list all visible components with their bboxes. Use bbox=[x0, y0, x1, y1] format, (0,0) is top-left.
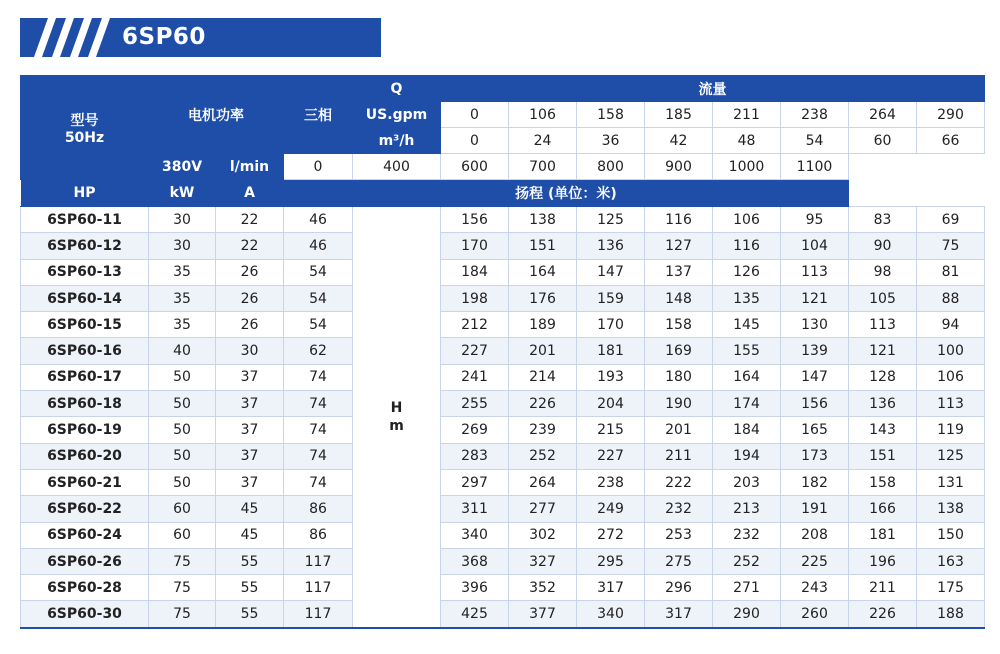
head-value-cell: 121 bbox=[781, 285, 849, 311]
head-value-cell: 106 bbox=[713, 207, 781, 233]
model-cell: 6SP60-22 bbox=[21, 496, 149, 522]
head-value-cell: 225 bbox=[781, 548, 849, 574]
head-value-cell: 311 bbox=[441, 496, 509, 522]
kw-cell: 37 bbox=[216, 443, 284, 469]
motor-power-header: 电机功率 bbox=[149, 76, 284, 154]
head-value-cell: 176 bbox=[509, 285, 577, 311]
flow-value-cell: 66 bbox=[917, 128, 985, 154]
head-value-cell: 260 bbox=[781, 601, 849, 628]
flow-value-cell: 1000 bbox=[713, 154, 781, 180]
head-value-cell: 166 bbox=[849, 496, 917, 522]
head-value-cell: 69 bbox=[917, 207, 985, 233]
head-value-cell: 170 bbox=[441, 233, 509, 259]
head-value-cell: 138 bbox=[509, 207, 577, 233]
head-value-cell: 104 bbox=[781, 233, 849, 259]
head-value-cell: 100 bbox=[917, 338, 985, 364]
head-value-cell: 368 bbox=[441, 548, 509, 574]
head-value-cell: 283 bbox=[441, 443, 509, 469]
head-value-cell: 203 bbox=[713, 469, 781, 495]
head-value-cell: 158 bbox=[645, 312, 713, 338]
model-cell: 6SP60-14 bbox=[21, 285, 149, 311]
kw-cell: 55 bbox=[216, 575, 284, 601]
head-value-cell: 213 bbox=[713, 496, 781, 522]
head-value-cell: 189 bbox=[509, 312, 577, 338]
table-row bbox=[21, 469, 985, 495]
flow-value-cell: 800 bbox=[577, 154, 645, 180]
head-value-cell: 188 bbox=[917, 601, 985, 628]
model-cell: 6SP60-11 bbox=[21, 207, 149, 233]
current-cell: 54 bbox=[284, 259, 353, 285]
head-value-cell: 150 bbox=[917, 522, 985, 548]
kw-cell: 37 bbox=[216, 391, 284, 417]
current-cell: 62 bbox=[284, 338, 353, 364]
model-cell: 6SP60-26 bbox=[21, 548, 149, 574]
head-value-cell: 227 bbox=[441, 338, 509, 364]
table-row bbox=[21, 207, 985, 233]
three-phase-header: 三相 bbox=[284, 76, 353, 154]
head-value-cell: 156 bbox=[441, 207, 509, 233]
head-value-cell: 255 bbox=[441, 391, 509, 417]
head-value-cell: 148 bbox=[645, 285, 713, 311]
head-value-cell: 135 bbox=[713, 285, 781, 311]
flow-value-cell: 290 bbox=[917, 102, 985, 128]
model-cell: 6SP60-16 bbox=[21, 338, 149, 364]
head-value-cell: 180 bbox=[645, 364, 713, 390]
spec-table bbox=[20, 75, 985, 629]
head-value-cell: 158 bbox=[849, 469, 917, 495]
head-value-cell: 170 bbox=[577, 312, 645, 338]
flow-header: 流量 bbox=[441, 76, 985, 102]
flow-value-cell: 106 bbox=[509, 102, 577, 128]
kw-cell: 30 bbox=[216, 338, 284, 364]
flow-value-cell: 54 bbox=[781, 128, 849, 154]
head-value-cell: 119 bbox=[917, 417, 985, 443]
model-cell: 6SP60-15 bbox=[21, 312, 149, 338]
head-value-cell: 215 bbox=[577, 417, 645, 443]
hp-cell: 50 bbox=[149, 417, 216, 443]
hp-cell: 50 bbox=[149, 364, 216, 390]
table-row bbox=[21, 338, 985, 364]
flow-value-cell: 0 bbox=[441, 128, 509, 154]
head-header: 扬程 (单位：米) bbox=[284, 180, 849, 207]
head-value-cell: 125 bbox=[577, 207, 645, 233]
head-value-cell: 271 bbox=[713, 575, 781, 601]
table-row bbox=[21, 259, 985, 285]
head-value-cell: 182 bbox=[781, 469, 849, 495]
head-value-cell: 193 bbox=[577, 364, 645, 390]
kw-cell: 37 bbox=[216, 469, 284, 495]
head-value-cell: 113 bbox=[849, 312, 917, 338]
table-row bbox=[21, 233, 985, 259]
hp-cell: 30 bbox=[149, 207, 216, 233]
head-value-cell: 83 bbox=[849, 207, 917, 233]
head-value-cell: 88 bbox=[917, 285, 985, 311]
head-value-cell: 243 bbox=[781, 575, 849, 601]
head-value-cell: 173 bbox=[781, 443, 849, 469]
head-value-cell: 253 bbox=[645, 522, 713, 548]
table-row bbox=[21, 496, 985, 522]
head-value-cell: 126 bbox=[713, 259, 781, 285]
unit-m3h: m³/h bbox=[353, 128, 441, 154]
head-value-cell: 181 bbox=[849, 522, 917, 548]
head-value-cell: 275 bbox=[645, 548, 713, 574]
hm-label: H m bbox=[353, 207, 441, 628]
head-value-cell: 249 bbox=[577, 496, 645, 522]
head-value-cell: 317 bbox=[645, 601, 713, 628]
kw-cell: 45 bbox=[216, 522, 284, 548]
flow-value-cell: 900 bbox=[645, 154, 713, 180]
head-value-cell: 201 bbox=[509, 338, 577, 364]
head-value-cell: 131 bbox=[917, 469, 985, 495]
hp-cell: 60 bbox=[149, 522, 216, 548]
head-value-cell: 165 bbox=[781, 417, 849, 443]
head-value-cell: 317 bbox=[577, 575, 645, 601]
flow-value-cell: 264 bbox=[849, 102, 917, 128]
head-value-cell: 94 bbox=[917, 312, 985, 338]
current-cell: 117 bbox=[284, 548, 353, 574]
hp-cell: 35 bbox=[149, 312, 216, 338]
current-cell: 86 bbox=[284, 496, 353, 522]
current-cell: 74 bbox=[284, 364, 353, 390]
hp-cell: 35 bbox=[149, 285, 216, 311]
head-value-cell: 138 bbox=[917, 496, 985, 522]
model-cell: 6SP60-24 bbox=[21, 522, 149, 548]
head-value-cell: 147 bbox=[577, 259, 645, 285]
flow-value-cell: 700 bbox=[509, 154, 577, 180]
head-value-cell: 136 bbox=[849, 391, 917, 417]
table-row bbox=[21, 391, 985, 417]
flow-value-cell: 158 bbox=[577, 102, 645, 128]
head-value-cell: 296 bbox=[645, 575, 713, 601]
head-value-cell: 116 bbox=[713, 233, 781, 259]
table-row bbox=[21, 601, 985, 628]
head-value-cell: 139 bbox=[781, 338, 849, 364]
hp-header: HP bbox=[21, 180, 149, 207]
table-row bbox=[21, 522, 985, 548]
head-value-cell: 184 bbox=[713, 417, 781, 443]
current-cell: 74 bbox=[284, 391, 353, 417]
head-value-cell: 327 bbox=[509, 548, 577, 574]
model-cell: 6SP60-21 bbox=[21, 469, 149, 495]
head-value-cell: 156 bbox=[781, 391, 849, 417]
head-value-cell: 98 bbox=[849, 259, 917, 285]
table-row bbox=[21, 548, 985, 574]
model-cell: 6SP60-20 bbox=[21, 443, 149, 469]
head-value-cell: 425 bbox=[441, 601, 509, 628]
kw-cell: 22 bbox=[216, 207, 284, 233]
head-value-cell: 352 bbox=[509, 575, 577, 601]
head-value-cell: 137 bbox=[645, 259, 713, 285]
flow-value-cell: 42 bbox=[645, 128, 713, 154]
hp-cell: 40 bbox=[149, 338, 216, 364]
head-value-cell: 252 bbox=[509, 443, 577, 469]
flow-value-cell: 0 bbox=[284, 154, 353, 180]
head-value-cell: 81 bbox=[917, 259, 985, 285]
kw-cell: 26 bbox=[216, 285, 284, 311]
head-value-cell: 241 bbox=[441, 364, 509, 390]
head-value-cell: 136 bbox=[577, 233, 645, 259]
kw-cell: 26 bbox=[216, 259, 284, 285]
stripe-decoration-icon bbox=[20, 18, 120, 57]
head-value-cell: 164 bbox=[713, 364, 781, 390]
head-value-cell: 226 bbox=[849, 601, 917, 628]
kw-cell: 55 bbox=[216, 548, 284, 574]
head-value-cell: 264 bbox=[509, 469, 577, 495]
current-cell: 117 bbox=[284, 601, 353, 628]
flow-value-cell: 400 bbox=[353, 154, 441, 180]
unit-gpm: US.gpm bbox=[353, 102, 441, 128]
head-value-cell: 290 bbox=[713, 601, 781, 628]
head-value-cell: 396 bbox=[441, 575, 509, 601]
head-value-cell: 340 bbox=[441, 522, 509, 548]
head-value-cell: 113 bbox=[917, 391, 985, 417]
table-row bbox=[21, 364, 985, 390]
head-value-cell: 190 bbox=[645, 391, 713, 417]
head-value-cell: 277 bbox=[509, 496, 577, 522]
flow-value-cell: 211 bbox=[713, 102, 781, 128]
table-row bbox=[21, 285, 985, 311]
head-value-cell: 212 bbox=[441, 312, 509, 338]
kw-cell: 22 bbox=[216, 233, 284, 259]
head-value-cell: 201 bbox=[645, 417, 713, 443]
head-value-cell: 232 bbox=[713, 522, 781, 548]
current-cell: 54 bbox=[284, 285, 353, 311]
kw-cell: 26 bbox=[216, 312, 284, 338]
model-cell: 6SP60-17 bbox=[21, 364, 149, 390]
head-value-cell: 181 bbox=[577, 338, 645, 364]
table-row bbox=[21, 443, 985, 469]
head-value-cell: 105 bbox=[849, 285, 917, 311]
head-value-cell: 227 bbox=[577, 443, 645, 469]
head-value-cell: 151 bbox=[509, 233, 577, 259]
head-value-cell: 164 bbox=[509, 259, 577, 285]
voltage-header: 380V bbox=[149, 154, 216, 180]
head-value-cell: 377 bbox=[509, 601, 577, 628]
model-header: 型号 50Hz bbox=[21, 76, 149, 180]
title-banner bbox=[20, 18, 381, 57]
table-row bbox=[21, 312, 985, 338]
head-value-cell: 95 bbox=[781, 207, 849, 233]
current-cell: 117 bbox=[284, 575, 353, 601]
head-value-cell: 269 bbox=[441, 417, 509, 443]
current-cell: 46 bbox=[284, 207, 353, 233]
head-value-cell: 208 bbox=[781, 522, 849, 548]
head-value-cell: 222 bbox=[645, 469, 713, 495]
kw-cell: 37 bbox=[216, 417, 284, 443]
head-value-cell: 232 bbox=[645, 496, 713, 522]
head-value-cell: 163 bbox=[917, 548, 985, 574]
head-value-cell: 252 bbox=[713, 548, 781, 574]
head-value-cell: 238 bbox=[577, 469, 645, 495]
current-cell: 46 bbox=[284, 233, 353, 259]
head-value-cell: 106 bbox=[917, 364, 985, 390]
hp-cell: 50 bbox=[149, 443, 216, 469]
head-value-cell: 302 bbox=[509, 522, 577, 548]
model-cell: 6SP60-19 bbox=[21, 417, 149, 443]
kw-cell: 37 bbox=[216, 364, 284, 390]
current-cell: 74 bbox=[284, 417, 353, 443]
current-cell: 54 bbox=[284, 312, 353, 338]
hp-cell: 75 bbox=[149, 548, 216, 574]
flow-value-cell: 1100 bbox=[781, 154, 849, 180]
head-value-cell: 239 bbox=[509, 417, 577, 443]
head-value-cell: 113 bbox=[781, 259, 849, 285]
flow-value-cell: 60 bbox=[849, 128, 917, 154]
head-value-cell: 184 bbox=[441, 259, 509, 285]
head-value-cell: 272 bbox=[577, 522, 645, 548]
head-value-cell: 214 bbox=[509, 364, 577, 390]
head-value-cell: 151 bbox=[849, 443, 917, 469]
head-value-cell: 211 bbox=[849, 575, 917, 601]
head-value-cell: 297 bbox=[441, 469, 509, 495]
head-value-cell: 175 bbox=[917, 575, 985, 601]
flow-value-cell: 185 bbox=[645, 102, 713, 128]
flow-value-cell: 48 bbox=[713, 128, 781, 154]
model-cell: 6SP60-18 bbox=[21, 391, 149, 417]
current-cell: 86 bbox=[284, 522, 353, 548]
kw-cell: 55 bbox=[216, 601, 284, 628]
hp-cell: 30 bbox=[149, 233, 216, 259]
head-value-cell: 116 bbox=[645, 207, 713, 233]
head-value-cell: 121 bbox=[849, 338, 917, 364]
q-header: Q bbox=[353, 76, 441, 102]
head-value-cell: 143 bbox=[849, 417, 917, 443]
current-cell: 74 bbox=[284, 469, 353, 495]
a-header: A bbox=[216, 180, 284, 207]
head-value-cell: 196 bbox=[849, 548, 917, 574]
head-value-cell: 145 bbox=[713, 312, 781, 338]
hp-cell: 75 bbox=[149, 575, 216, 601]
unit-lmin: l/min bbox=[216, 154, 284, 180]
head-value-cell: 75 bbox=[917, 233, 985, 259]
hp-cell: 35 bbox=[149, 259, 216, 285]
kw-header: kW bbox=[149, 180, 216, 207]
head-value-cell: 90 bbox=[849, 233, 917, 259]
head-value-cell: 155 bbox=[713, 338, 781, 364]
flow-value-cell: 36 bbox=[577, 128, 645, 154]
head-value-cell: 211 bbox=[645, 443, 713, 469]
table-row bbox=[21, 575, 985, 601]
head-value-cell: 204 bbox=[577, 391, 645, 417]
head-value-cell: 130 bbox=[781, 312, 849, 338]
kw-cell: 45 bbox=[216, 496, 284, 522]
head-value-cell: 340 bbox=[577, 601, 645, 628]
head-value-cell: 127 bbox=[645, 233, 713, 259]
head-value-cell: 147 bbox=[781, 364, 849, 390]
head-value-cell: 295 bbox=[577, 548, 645, 574]
flow-value-cell: 600 bbox=[441, 154, 509, 180]
hp-cell: 60 bbox=[149, 496, 216, 522]
hp-cell: 50 bbox=[149, 391, 216, 417]
head-value-cell: 198 bbox=[441, 285, 509, 311]
model-cell: 6SP60-30 bbox=[21, 601, 149, 628]
current-cell: 74 bbox=[284, 443, 353, 469]
head-value-cell: 169 bbox=[645, 338, 713, 364]
head-value-cell: 125 bbox=[917, 443, 985, 469]
flow-value-cell: 238 bbox=[781, 102, 849, 128]
model-cell: 6SP60-28 bbox=[21, 575, 149, 601]
head-value-cell: 159 bbox=[577, 285, 645, 311]
head-value-cell: 226 bbox=[509, 391, 577, 417]
hp-cell: 75 bbox=[149, 601, 216, 628]
hp-cell: 50 bbox=[149, 469, 216, 495]
model-cell: 6SP60-12 bbox=[21, 233, 149, 259]
flow-value-cell: 0 bbox=[441, 102, 509, 128]
head-value-cell: 174 bbox=[713, 391, 781, 417]
page-title: 6SP60 bbox=[122, 24, 206, 50]
model-cell: 6SP60-13 bbox=[21, 259, 149, 285]
table-row bbox=[21, 417, 985, 443]
head-value-cell: 194 bbox=[713, 443, 781, 469]
flow-value-cell: 24 bbox=[509, 128, 577, 154]
head-value-cell: 191 bbox=[781, 496, 849, 522]
head-value-cell: 128 bbox=[849, 364, 917, 390]
